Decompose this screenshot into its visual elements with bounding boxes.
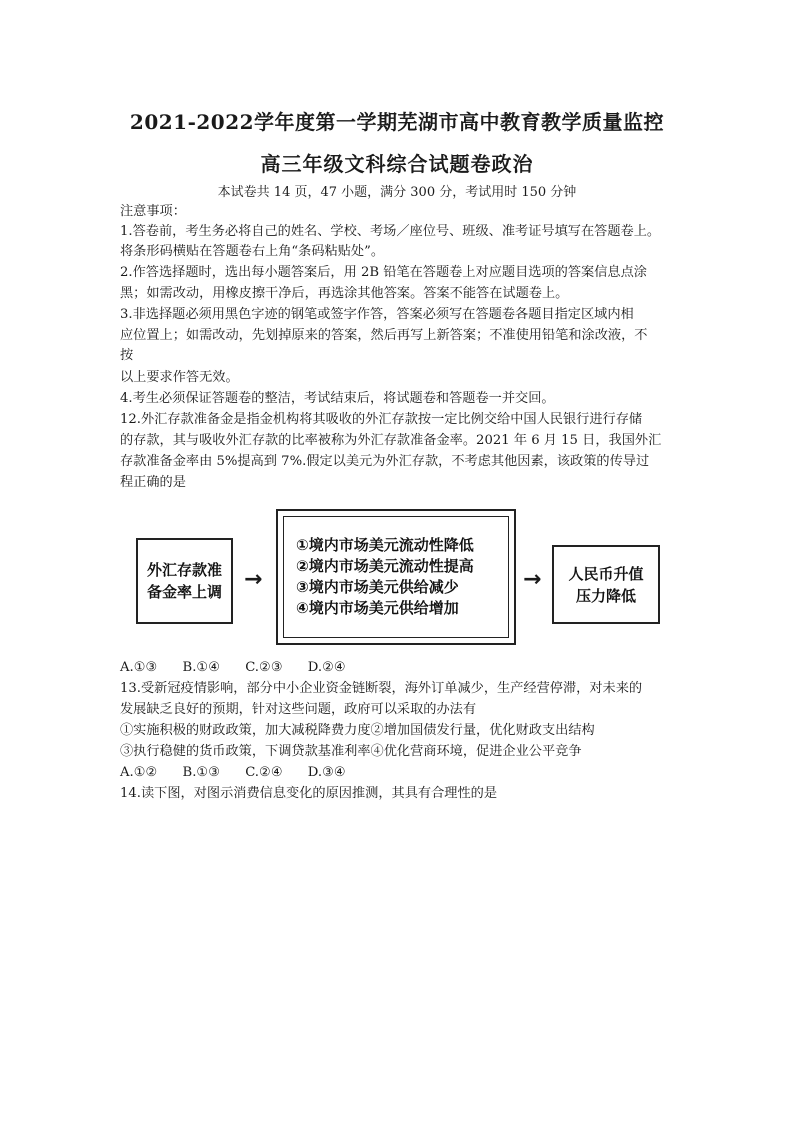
diagram-box-result-line: 人民币升值 [568, 564, 644, 583]
exam-info: 本试卷共 14 页，47 小题，满分 300 分，考试用时 150 分钟 [217, 185, 577, 200]
question-13-text: ③执行稳健的货币政策，下调贷款基准利率④优化营商环境，促进企业公平竞争 [120, 744, 582, 759]
diagram-arrow-1: → [244, 567, 263, 592]
diagram-box-cause-line: 外汇存款准 [146, 561, 222, 579]
diagram-option: ①境内市场美元流动性降低 [296, 536, 474, 554]
diagram-arrow-2: → [523, 567, 542, 592]
diagram-box-options [276, 509, 516, 645]
question-12-text: 存款准备金率由 5%提高到 7%.假定以美元为外汇存款，不考虑其他因素，该政策的传导过 [120, 454, 650, 469]
question-12-options: A.①③ B.①④ C.②③ D.②④ [120, 660, 346, 675]
exam-subtitle: 高三年级文科综合试题卷政治 [260, 152, 534, 176]
notice-line: 以上要求作答无效。 [120, 370, 239, 385]
notice-line: 3.非选择题必须用黑色字迹的钢笔或签字作答，答案必须写在答题卷各题目指定区域内相 [120, 307, 634, 322]
question-12-text: 的存款，其与吸收外汇存款的比率被称为外汇存款准备金率。2021 年 6 月 15 日，我国外汇 [120, 433, 662, 448]
question-13-options: A.①② B.①③ C.②④ D.③④ [120, 765, 346, 780]
notice-line: 4.考生必须保证答题卷的整洁，考试结束后，将试题卷和答题卷一并交回。 [120, 391, 555, 406]
diagram-box-result [552, 545, 660, 624]
question-14-text: 14.读下图，对图示消费信息变化的原因推测，其具有合理性的是 [120, 786, 498, 801]
question-13-text: 13.受新冠疫情影响，部分中小企业资金链断裂，海外订单减少，生产经营停滞，对未来的 [120, 681, 643, 696]
notice-line: 1.答卷前，考生务必将自己的姓名、学校、考场／座位号、班级、准考证号填写在答题卷上。 [120, 224, 661, 239]
notice-line: 按 [120, 348, 134, 363]
question-13-text: ①实施积极的财政政策，加大减税降费力度②增加国债发行量，优化财政支出结构 [120, 723, 595, 738]
exam-title: 2021-2022学年度第一学期芜湖市高中教育教学质量监控 [129, 110, 665, 134]
diagram-option: ③境内市场美元供给减少 [296, 578, 459, 596]
diagram-box-options-inner [283, 516, 509, 638]
diagram-box-result-line: 压力降低 [575, 586, 636, 605]
notice-line: 2.作答选择题时，选出每小题答案后，用 2B 铅笔在答题卷上对应题目选项的答案信息点涂 [120, 265, 647, 280]
question-12-text: 程正确的是 [120, 475, 186, 490]
diagram-option: ②境内市场美元流动性提高 [296, 557, 474, 575]
notice-line: 将条形码横贴在答题卷右上角“条码粘贴处”。 [120, 244, 385, 259]
diagram-option: ④境内市场美元供给增加 [296, 599, 459, 617]
question-13-text: 发展缺乏良好的预期，针对这些问题，政府可以采取的办法有 [120, 702, 477, 717]
notice-heading: 注意事项： [120, 204, 186, 219]
diagram-box-cause-line: 备金率上调 [146, 583, 222, 601]
diagram-box-cause [136, 538, 233, 624]
notice-line: 应位置上；如需改动，先划掉原来的答案，然后再写上新答案；不准使用铅笔和涂改液，不 [120, 328, 648, 343]
notice-line: 黑；如需改动，用橡皮擦干净后，再选涂其他答案。答案不能答在试题卷上。 [120, 286, 569, 301]
question-12-text: 12.外汇存款准备金是指金机构将其吸收的外汇存款按一定比例交给中国人民银行进行存储 [120, 412, 643, 427]
